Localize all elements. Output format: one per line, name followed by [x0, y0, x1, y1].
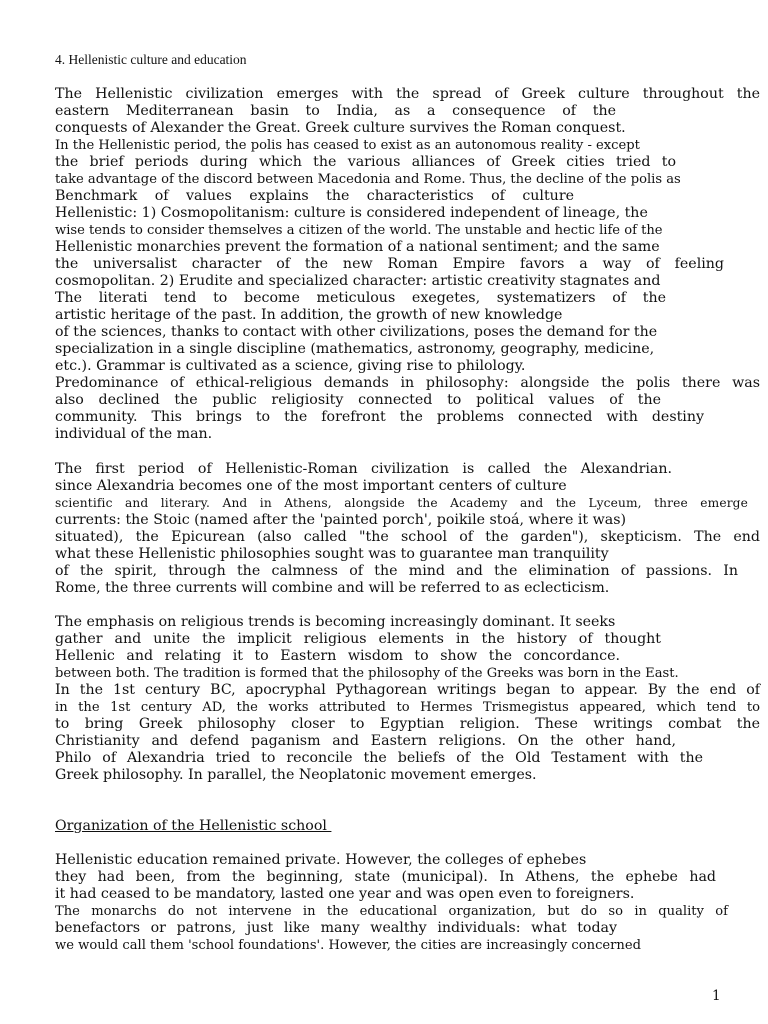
text-line: Christianity and defend paganism and Eastern religions. On the other hand, — [55, 733, 676, 749]
text-line: conquests of Alexander the Great. Greek culture survives the Roman conquest. — [55, 120, 626, 136]
alexandrian-paragraph — [55, 461, 760, 597]
text-line: since Alexandria becomes one of the most important centers of culture — [55, 478, 567, 494]
text-line: take advantage of the discord between Macedonia and Rome. Thus, the decline of the polis as — [55, 172, 681, 187]
text-line: Predominance of ethical-religious demands in philosophy: alongside the polis there was — [55, 375, 760, 391]
text-line: Hellenistic education remained private. However, the colleges of ephebes — [55, 852, 587, 868]
text-line: benefactors or patrons, just like many wealthy individuals: what today — [55, 920, 617, 936]
text-line: gather and unite the implicit religious elements in the history of thought — [55, 631, 661, 647]
text-line: cosmopolitan. 2) Erudite and specialized character: artistic creativity stagnates and — [55, 273, 661, 289]
text-line: The monarchs do not intervene in the educational organization, but do so in quality of — [55, 904, 728, 919]
text-line: Philo of Alexandria tried to reconcile the beliefs of the Old Testament with the — [55, 750, 703, 766]
text-line: also declined the public religiosity connected to political values of the — [55, 392, 661, 408]
text-line: to bring Greek philosophy closer to Egyptian religion. These writings combat the — [55, 716, 760, 732]
text-line: the brief periods during which the various alliances of Greek cities tried to — [55, 154, 676, 170]
text-line: what these Hellenistic philosophies sought was to guarantee man tranquility — [55, 546, 609, 562]
intro-paragraph — [55, 86, 760, 443]
text-line: of the sciences, thanks to contact with other civilizations, poses the demand for the — [55, 324, 658, 340]
text-line: they had been, from the beginning, state (municipal). In Athens, the ephebe had — [55, 869, 716, 885]
school-paragraph — [55, 852, 760, 954]
text-line: individual of the man. — [55, 426, 213, 442]
text-line: of the spirit, through the calmness of the mind and the elimination of passions. In — [55, 563, 738, 579]
text-line: specialization in a single discipline (mathematics, astronomy, geography, medicine, — [55, 341, 655, 357]
text-line: it had ceased to be mandatory, lasted one year and was open even to foreigners. — [55, 886, 635, 902]
text-line: Greek philosophy. In parallel, the Neoplatonic movement emerges. — [55, 767, 537, 783]
text-line: currents: the Stoic (named after the 'painted porch', poikile stoá, where it was) — [55, 512, 627, 528]
text-line: eastern Mediterranean basin to India, as a consequence of the — [55, 103, 616, 119]
religious-paragraph — [55, 614, 760, 784]
text-line: The Hellenistic civilization emerges with the spread of Greek culture throughout the — [55, 86, 760, 102]
text-line: the universalist character of the new Roman Empire favors a way of feeling — [55, 256, 724, 272]
text-line: Hellenistic: 1) Cosmopolitanism: culture is considered independent of lineage, the — [55, 205, 648, 221]
text-line: community. This brings to the forefront the problems connected with destiny — [55, 409, 704, 425]
text-line: In the 1st century BC, apocryphal Pythagorean writings began to appear. By the end of — [55, 682, 760, 698]
section-subheading: Organization of the Hellenistic school — [55, 818, 332, 834]
text-line: artistic heritage of the past. In addition, the growth of new knowledge — [55, 307, 563, 323]
text-line: between both. The tradition is formed that the philosophy of the Greeks was born in the East. — [55, 666, 679, 681]
text-line: Benchmark of values explains the characteristics of culture — [55, 188, 574, 204]
text-line: wise tends to consider themselves a citizen of the world. The unstable and hectic life of the — [55, 223, 663, 238]
section-heading: 4. Hellenistic culture and education — [55, 52, 247, 67]
text-line: The emphasis on religious trends is becoming increasingly dominant. It seeks — [55, 614, 616, 630]
text-line: In the Hellenistic period, the polis has ceased to exist as an autonomous reality - except — [55, 138, 640, 153]
text-line: scientific and literary. And in Athens, alongside the Academy and the Lyceum, three emerge — [55, 496, 748, 510]
text-line: The first period of Hellenistic-Roman civilization is called the Alexandrian. — [55, 461, 672, 477]
page-number: 1 — [712, 988, 721, 1004]
text-line: Rome, the three currents will combine and will be referred to as eclecticism. — [55, 580, 610, 596]
text-line: etc.). Grammar is cultivated as a science, giving rise to philology. — [55, 358, 526, 374]
text-line: in the 1st century AD, the works attributed to Hermes Trismegistus appeared, which tend to — [55, 700, 760, 715]
text-line: situated), the Epicurean (also called "the school of the garden"), skepticism. The end — [55, 529, 760, 545]
text-line: Hellenic and relating it to Eastern wisdom to show the concordance. — [55, 648, 620, 664]
text-line: we would call them 'school foundations'. However, the cities are increasingly concerned — [55, 938, 641, 953]
text-line: The literati tend to become meticulous exegetes, systematizers of the — [55, 290, 666, 306]
text-line: Hellenistic monarchies prevent the formation of a national sentiment; and the same — [55, 239, 660, 255]
